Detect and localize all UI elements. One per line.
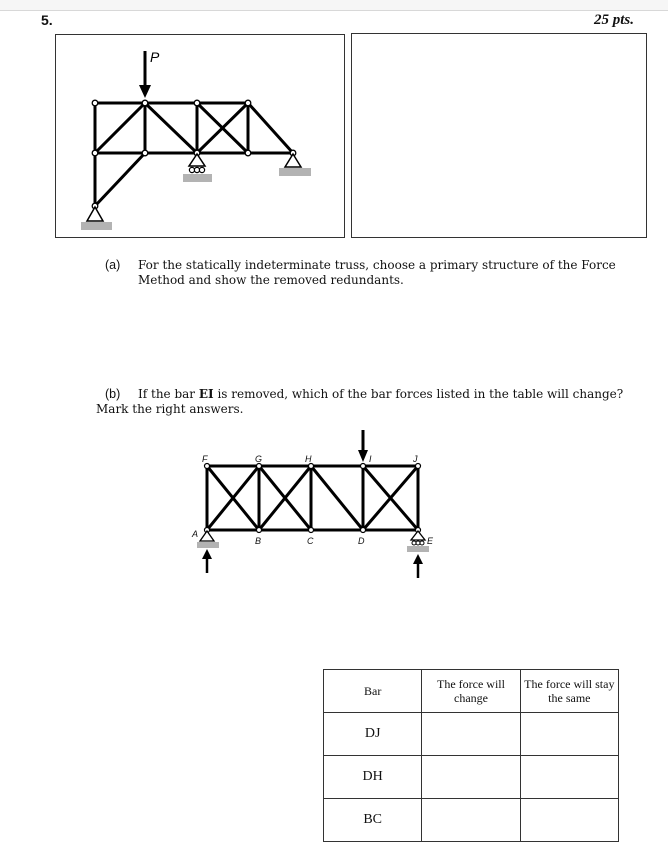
same-answer-cell[interactable]: [520, 713, 618, 756]
part-b-text-line2: Mark the right answers.: [96, 402, 244, 416]
change-answer-cell[interactable]: [422, 756, 520, 799]
same-answer-cell[interactable]: [520, 799, 618, 842]
truss1-diagonal-6: [95, 153, 145, 206]
pin-support-right-icon: [279, 154, 311, 176]
table-row: [324, 799, 619, 842]
load-arrow-icon: [358, 430, 368, 462]
table-row: [324, 713, 619, 756]
change-answer-cell[interactable]: [422, 799, 520, 842]
part-a-text: For the statically indeterminate truss, choose a primary structure of the Force Method and show the removed redundants.: [138, 258, 616, 287]
part-b-text-after: is removed, which of the bar forces listed in the table will change?: [213, 387, 624, 401]
node-label-A: A: [192, 529, 199, 539]
truss1-diagonal-5: [248, 103, 293, 153]
roller-support-icon: [407, 531, 429, 578]
part-b-text-before: If the bar: [138, 387, 199, 401]
change-answer-cell[interactable]: [422, 713, 520, 756]
part-a-label: (a): [105, 258, 121, 272]
page-top-border: [0, 0, 668, 11]
problem-number: 5.: [41, 12, 53, 28]
truss-figure-1: [56, 35, 344, 237]
roller-support-icon: [183, 154, 212, 182]
part-b-label: (b): [105, 387, 121, 401]
node-label-B: B: [255, 536, 262, 546]
node-label-J: J: [413, 454, 418, 464]
header-bar: Bar: [324, 670, 422, 713]
node-label-I: I: [369, 454, 372, 464]
pin-support-icon: [197, 531, 219, 573]
table-header-row: [324, 670, 619, 713]
truss-figure-box: [55, 34, 345, 238]
same-answer-cell[interactable]: [520, 756, 618, 799]
header-change: The force will change: [422, 670, 520, 713]
answer-box[interactable]: [351, 33, 647, 238]
node-label-F: F: [202, 454, 208, 464]
node-label-H: H: [305, 454, 312, 464]
pin-support-icon: [81, 207, 112, 230]
problem-points: 25 pts.: [593, 12, 634, 28]
bar-cell: DH: [324, 756, 422, 799]
truss1-diagonal-1: [95, 103, 145, 153]
node-label-C: C: [307, 536, 314, 546]
load-label: P: [150, 49, 160, 65]
node-label-D: D: [358, 536, 365, 546]
node-label-E: E: [427, 536, 434, 546]
bar-forces-table: [323, 669, 619, 842]
header-same: The force will stay the same: [520, 670, 618, 713]
part-b-bar-name: EI: [198, 387, 214, 401]
node-label-G: G: [255, 454, 263, 464]
part-b-text: [138, 387, 658, 402]
truss2-member-HD: [311, 466, 363, 530]
bar-cell: DJ: [324, 713, 422, 756]
truss-figure-2: [185, 425, 445, 580]
truss1-diagonal-2: [145, 103, 197, 153]
bar-cell: BC: [324, 799, 422, 842]
table-row: [324, 756, 619, 799]
